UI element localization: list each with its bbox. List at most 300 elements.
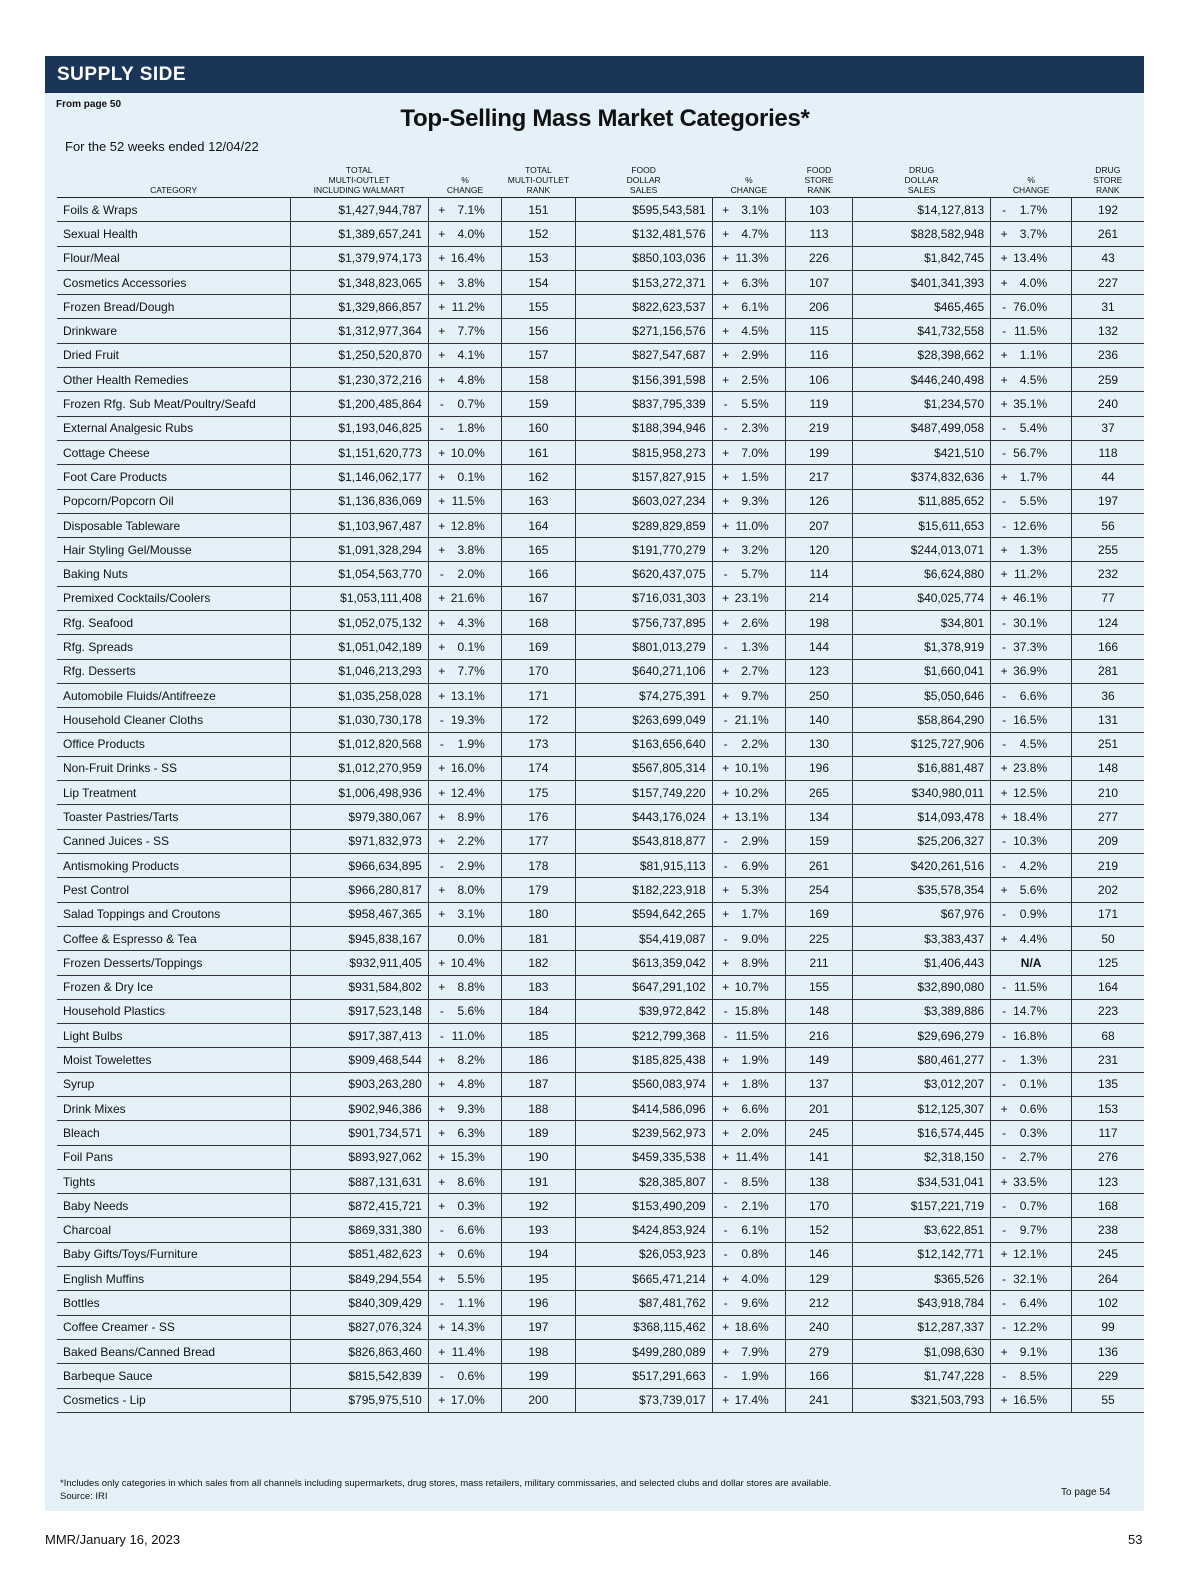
cell-total-sales: $958,467,365 [290,902,428,926]
cell-category: Tights [57,1169,290,1193]
cell-total-rank: 159 [502,392,575,416]
cell-drug-rank: 219 [1072,854,1144,878]
cell-drug-change: + 35.1% [991,392,1072,416]
cell-total-change: + 21.6% [428,586,501,610]
cell-food-rank: 225 [786,926,853,950]
cell-total-rank: 170 [502,659,575,683]
cell-food-sales: $815,958,273 [575,440,712,464]
cell-total-rank: 167 [502,586,575,610]
table-row [57,319,1144,343]
cell-category: Antismoking Products [57,854,290,878]
table-row [57,1072,1144,1096]
cell-category: Hair Styling Gel/Mousse [57,538,290,562]
cell-food-change: + 4.0% [712,1267,785,1291]
cell-drug-rank: 192 [1072,198,1144,222]
cell-total-sales: $903,263,280 [290,1072,428,1096]
cell-drug-sales: $2,318,150 [852,1145,990,1169]
cell-drug-rank: 153 [1072,1096,1144,1120]
cell-total-change: + 2.2% [428,829,501,853]
table-row [57,611,1144,635]
cell-food-rank: 114 [786,562,853,586]
cell-drug-rank: 55 [1072,1388,1144,1412]
categories-table [57,163,1144,1413]
cell-food-rank: 207 [786,513,853,537]
header-food-sales: FOOD DOLLAR SALES [575,163,712,198]
cell-food-sales: $289,829,859 [575,513,712,537]
cell-category: Syrup [57,1072,290,1096]
cell-drug-sales: $1,098,630 [852,1339,990,1363]
cell-food-rank: 166 [786,1364,853,1388]
cell-food-change: + 2.0% [712,1121,785,1145]
cell-food-rank: 261 [786,854,853,878]
table-row [57,586,1144,610]
cell-food-sales: $157,749,220 [575,781,712,805]
cell-category: Drink Mixes [57,1096,290,1120]
cell-total-change: + 4.0% [428,222,501,246]
cell-drug-rank: 37 [1072,416,1144,440]
cell-food-change: + 11.3% [712,246,785,270]
cell-drug-change: + 4.5% [991,368,1072,392]
cell-drug-sales: $34,531,041 [852,1169,990,1193]
page-number: 53 [1128,1532,1143,1547]
cell-food-sales: $801,013,279 [575,635,712,659]
cell-drug-change: + 9.1% [991,1339,1072,1363]
cell-total-change: + 8.9% [428,805,501,829]
cell-drug-change: + 4.0% [991,270,1072,294]
cell-drug-change: - 0.7% [991,1194,1072,1218]
cell-drug-sales: $1,234,570 [852,392,990,416]
cell-food-sales: $157,827,915 [575,465,712,489]
cell-drug-rank: 166 [1072,635,1144,659]
cell-category: Automobile Fluids/Antifreeze [57,683,290,707]
cell-total-change: + 3.1% [428,902,501,926]
table-row [57,295,1144,319]
cell-food-rank: 137 [786,1072,853,1096]
table-row [57,878,1144,902]
cell-food-sales: $87,481,762 [575,1291,712,1315]
cell-total-change: + 11.2% [428,295,501,319]
cell-drug-sales: $1,406,443 [852,951,990,975]
table-row [57,781,1144,805]
cell-total-change: + 4.3% [428,611,501,635]
cell-drug-sales: $1,378,919 [852,635,990,659]
cell-total-change: + 0.6% [428,1242,501,1266]
cell-drug-rank: 124 [1072,611,1144,635]
cell-drug-change: - 2.7% [991,1145,1072,1169]
cell-total-sales: $1,230,372,216 [290,368,428,392]
cell-drug-change: + 1.1% [991,343,1072,367]
cell-drug-sales: $828,582,948 [852,222,990,246]
cell-total-sales: $1,035,258,028 [290,683,428,707]
cell-drug-change: + 12.5% [991,781,1072,805]
cell-total-sales: $1,427,944,787 [290,198,428,222]
cell-total-sales: $1,012,270,959 [290,756,428,780]
cell-total-rank: 154 [502,270,575,294]
cell-food-rank: 201 [786,1096,853,1120]
cell-category: Office Products [57,732,290,756]
cell-drug-sales: $11,885,652 [852,489,990,513]
cell-category: English Muffins [57,1267,290,1291]
cell-food-sales: $837,795,339 [575,392,712,416]
cell-drug-change: - 9.7% [991,1218,1072,1242]
footer-publication: MMR/January 16, 2023 [45,1532,181,1547]
cell-category: Rfg. Spreads [57,635,290,659]
cell-total-sales: $1,136,836,069 [290,489,428,513]
table-row [57,926,1144,950]
table-row [57,854,1144,878]
cell-food-change: + 10.1% [712,756,785,780]
cell-drug-change: - 30.1% [991,611,1072,635]
cell-food-rank: 219 [786,416,853,440]
header-drug-sales: DRUG DOLLAR SALES [852,163,990,198]
cell-food-rank: 155 [786,975,853,999]
cell-drug-change: - 12.6% [991,513,1072,537]
cell-drug-rank: 148 [1072,756,1144,780]
cell-drug-change: - 16.8% [991,1024,1072,1048]
cell-drug-rank: 164 [1072,975,1144,999]
cell-drug-change: - 11.5% [991,319,1072,343]
cell-total-rank: 155 [502,295,575,319]
cell-food-rank: 119 [786,392,853,416]
cell-food-sales: $443,176,024 [575,805,712,829]
cell-drug-rank: 56 [1072,513,1144,537]
cell-food-sales: $665,471,214 [575,1267,712,1291]
cell-total-rank: 153 [502,246,575,270]
cell-food-sales: $499,280,089 [575,1339,712,1363]
table-row [57,513,1144,537]
cell-food-change: + 17.4% [712,1388,785,1412]
cell-food-rank: 138 [786,1169,853,1193]
table-row [57,1242,1144,1266]
cell-drug-rank: 229 [1072,1364,1144,1388]
cell-drug-sales: $40,025,774 [852,586,990,610]
cell-total-rank: 199 [502,1364,575,1388]
cell-total-rank: 186 [502,1048,575,1072]
cell-drug-rank: 240 [1072,392,1144,416]
table-row [57,1024,1144,1048]
cell-drug-sales: $1,842,745 [852,246,990,270]
cell-food-rank: 240 [786,1315,853,1339]
cell-drug-rank: 168 [1072,1194,1144,1218]
table-row [57,416,1144,440]
source-text: Source: IRI [60,1491,108,1502]
cell-drug-sales: $3,383,437 [852,926,990,950]
cell-total-rank: 165 [502,538,575,562]
cell-total-rank: 188 [502,1096,575,1120]
cell-food-sales: $850,103,036 [575,246,712,270]
cell-total-sales: $1,348,823,065 [290,270,428,294]
table-row [57,951,1144,975]
table-row [57,805,1144,829]
cell-total-sales: $1,091,328,294 [290,538,428,562]
cell-drug-change: - 11.5% [991,975,1072,999]
cell-drug-change: + 46.1% [991,586,1072,610]
header-total-change: % CHANGE [428,163,501,198]
cell-total-rank: 168 [502,611,575,635]
cell-total-rank: 160 [502,416,575,440]
table-row [57,902,1144,926]
cell-total-rank: 190 [502,1145,575,1169]
cell-drug-rank: 261 [1072,222,1144,246]
cell-total-sales: $1,151,620,773 [290,440,428,464]
table-row [57,683,1144,707]
table-row [57,222,1144,246]
cell-drug-change: - 6.4% [991,1291,1072,1315]
cell-food-change: + 2.7% [712,659,785,683]
cell-drug-rank: 99 [1072,1315,1144,1339]
cell-drug-change: - 12.2% [991,1315,1072,1339]
cell-drug-sales: $321,503,793 [852,1388,990,1412]
header-category: CATEGORY [57,163,290,198]
table-row [57,465,1144,489]
cell-drug-sales: $340,980,011 [852,781,990,805]
cell-drug-sales: $29,696,279 [852,1024,990,1048]
cell-total-change: + 11.4% [428,1339,501,1363]
footnote-text: *Includes only categories in which sales from all channels including supermarkets, drug stores, mass retailers, military commissaries, and selected clubs and dollar stores are available. [60,1478,832,1489]
cell-total-change: + 4.8% [428,368,501,392]
cell-food-sales: $188,394,946 [575,416,712,440]
cell-drug-rank: 238 [1072,1218,1144,1242]
cell-food-rank: 206 [786,295,853,319]
cell-total-sales: $917,523,148 [290,999,428,1023]
cell-drug-rank: 117 [1072,1121,1144,1145]
cell-drug-sales: $34,801 [852,611,990,635]
cell-food-change: + 11.0% [712,513,785,537]
cell-food-sales: $153,490,209 [575,1194,712,1218]
cell-total-rank: 176 [502,805,575,829]
header-drug-change: % CHANGE [991,163,1072,198]
cell-total-rank: 162 [502,465,575,489]
cell-food-change: - 1.3% [712,635,785,659]
cell-food-sales: $560,083,974 [575,1072,712,1096]
cell-drug-change: - 32.1% [991,1267,1072,1291]
cell-food-sales: $26,053,923 [575,1242,712,1266]
header-drug-rank: DRUG STORE RANK [1072,163,1144,198]
cell-total-rank: 193 [502,1218,575,1242]
cell-total-change: + 8.6% [428,1169,501,1193]
table-row [57,635,1144,659]
cell-total-sales: $945,838,167 [290,926,428,950]
cell-category: Cottage Cheese [57,440,290,464]
cell-food-rank: 199 [786,440,853,464]
cell-food-sales: $594,642,265 [575,902,712,926]
cell-drug-change: + 16.5% [991,1388,1072,1412]
cell-food-change: + 9.3% [712,489,785,513]
cell-food-change: + 2.5% [712,368,785,392]
cell-total-sales: $971,832,973 [290,829,428,853]
cell-food-rank: 144 [786,635,853,659]
cell-total-change: + 17.0% [428,1388,501,1412]
cell-drug-sales: $14,127,813 [852,198,990,222]
cell-category: Coffee & Espresso & Tea [57,926,290,950]
cell-food-change: + 7.0% [712,440,785,464]
cell-total-sales: $1,052,075,132 [290,611,428,635]
cell-drug-rank: 44 [1072,465,1144,489]
cell-total-change: + 16.0% [428,756,501,780]
cell-drug-rank: 135 [1072,1072,1144,1096]
cell-total-change: + 7.7% [428,659,501,683]
cell-drug-change: - 0.9% [991,902,1072,926]
cell-category: Dried Fruit [57,343,290,367]
cell-total-change: 0.0% [428,926,501,950]
cell-total-rank: 175 [502,781,575,805]
footnote [60,1477,831,1503]
table-row [57,1145,1144,1169]
cell-drug-rank: 68 [1072,1024,1144,1048]
cell-total-sales: $851,482,623 [290,1242,428,1266]
table-row [57,756,1144,780]
cell-drug-rank: 102 [1072,1291,1144,1315]
cell-drug-change: N/A [991,951,1072,975]
cell-total-change: + 10.4% [428,951,501,975]
cell-category: Bottles [57,1291,290,1315]
cell-category: Rfg. Seafood [57,611,290,635]
cell-drug-sales: $1,660,041 [852,659,990,683]
cell-food-change: - 9.6% [712,1291,785,1315]
cell-food-rank: 211 [786,951,853,975]
cell-drug-sales: $3,012,207 [852,1072,990,1096]
cell-category: Moist Towelettes [57,1048,290,1072]
cell-category: Salad Toppings and Croutons [57,902,290,926]
cell-drug-sales: $3,622,851 [852,1218,990,1242]
cell-food-change: - 2.3% [712,416,785,440]
cell-food-sales: $647,291,102 [575,975,712,999]
cell-food-rank: 134 [786,805,853,829]
cell-total-change: + 4.8% [428,1072,501,1096]
table-row [57,562,1144,586]
cell-food-change: - 2.2% [712,732,785,756]
table-row [57,270,1144,294]
cell-total-rank: 171 [502,683,575,707]
cell-total-rank: 189 [502,1121,575,1145]
cell-category: Toaster Pastries/Tarts [57,805,290,829]
cell-food-change: - 2.9% [712,829,785,853]
cell-category: Flour/Meal [57,246,290,270]
cell-total-change: - 1.1% [428,1291,501,1315]
table-row [57,999,1144,1023]
cell-drug-change: - 37.3% [991,635,1072,659]
cell-food-rank: 123 [786,659,853,683]
cell-total-change: + 3.8% [428,270,501,294]
cell-food-rank: 152 [786,1218,853,1242]
cell-total-change: + 8.2% [428,1048,501,1072]
table-row [57,1096,1144,1120]
cell-total-change: + 13.1% [428,683,501,707]
cell-total-rank: 182 [502,951,575,975]
cell-food-sales: $517,291,663 [575,1364,712,1388]
cell-drug-rank: 136 [1072,1339,1144,1363]
cell-food-rank: 159 [786,829,853,853]
cell-total-rank: 185 [502,1024,575,1048]
cell-food-sales: $595,543,581 [575,198,712,222]
cell-drug-rank: 264 [1072,1267,1144,1291]
cell-total-sales: $966,280,817 [290,878,428,902]
cell-drug-rank: 202 [1072,878,1144,902]
cell-category: Popcorn/Popcorn Oil [57,489,290,513]
cell-food-change: + 2.9% [712,343,785,367]
table-row [57,489,1144,513]
cell-food-sales: $153,272,371 [575,270,712,294]
cell-total-sales: $979,380,067 [290,805,428,829]
cell-category: Canned Juices - SS [57,829,290,853]
cell-total-change: + 12.4% [428,781,501,805]
cell-total-sales: $869,331,380 [290,1218,428,1242]
cell-total-change: - 0.6% [428,1364,501,1388]
cell-category: Bleach [57,1121,290,1145]
cell-total-change: + 8.0% [428,878,501,902]
cell-food-sales: $191,770,279 [575,538,712,562]
cell-total-change: + 7.1% [428,198,501,222]
cell-total-change: - 5.6% [428,999,501,1023]
cell-total-rank: 179 [502,878,575,902]
table-row [57,1218,1144,1242]
cell-drug-sales: $487,499,058 [852,416,990,440]
cell-food-sales: $414,586,096 [575,1096,712,1120]
table-row [57,343,1144,367]
cell-drug-sales: $80,461,277 [852,1048,990,1072]
cell-total-rank: 183 [502,975,575,999]
cell-drug-sales: $421,510 [852,440,990,464]
table-row [57,708,1144,732]
cell-total-sales: $902,946,386 [290,1096,428,1120]
cell-food-change: + 18.6% [712,1315,785,1339]
cell-food-rank: 279 [786,1339,853,1363]
to-page-link[interactable]: To page 54 [1061,1487,1111,1498]
cell-total-change: + 8.8% [428,975,501,999]
cell-drug-rank: 277 [1072,805,1144,829]
table-row [57,440,1144,464]
cell-food-rank: 126 [786,489,853,513]
cell-total-sales: $1,200,485,864 [290,392,428,416]
cell-total-rank: 174 [502,756,575,780]
cell-category: Cosmetics Accessories [57,270,290,294]
header-total-sales: TOTAL MULTI-OUTLET INCLUDING WALMART [290,163,428,198]
cell-food-change: + 23.1% [712,586,785,610]
cell-food-rank: 146 [786,1242,853,1266]
cell-drug-sales: $16,574,445 [852,1121,990,1145]
cell-drug-rank: 209 [1072,829,1144,853]
cell-total-sales: $1,054,563,770 [290,562,428,586]
cell-food-change: - 21.1% [712,708,785,732]
cell-food-sales: $39,972,842 [575,999,712,1023]
cell-total-sales: $1,012,820,568 [290,732,428,756]
cell-category: Baked Beans/Canned Bread [57,1339,290,1363]
cell-drug-rank: 50 [1072,926,1144,950]
table-row [57,1121,1144,1145]
cell-food-rank: 241 [786,1388,853,1412]
cell-food-sales: $73,739,017 [575,1388,712,1412]
cell-food-change: + 4.7% [712,222,785,246]
cell-food-change: - 5.5% [712,392,785,416]
cell-drug-sales: $465,465 [852,295,990,319]
cell-food-sales: $182,223,918 [575,878,712,902]
table-row [57,659,1144,683]
cell-total-change: - 1.8% [428,416,501,440]
cell-total-rank: 177 [502,829,575,853]
table-row [57,1388,1144,1412]
cell-drug-change: + 12.1% [991,1242,1072,1266]
cell-total-change: - 6.6% [428,1218,501,1242]
cell-drug-change: + 33.5% [991,1169,1072,1193]
cell-total-sales: $901,734,571 [290,1121,428,1145]
cell-drug-change: - 6.6% [991,683,1072,707]
from-page-link[interactable]: From page 50 [56,99,122,110]
cell-category: Household Plastics [57,999,290,1023]
cell-total-sales: $827,076,324 [290,1315,428,1339]
cell-total-rank: 173 [502,732,575,756]
cell-category: Lip Treatment [57,781,290,805]
cell-food-change: + 1.8% [712,1072,785,1096]
